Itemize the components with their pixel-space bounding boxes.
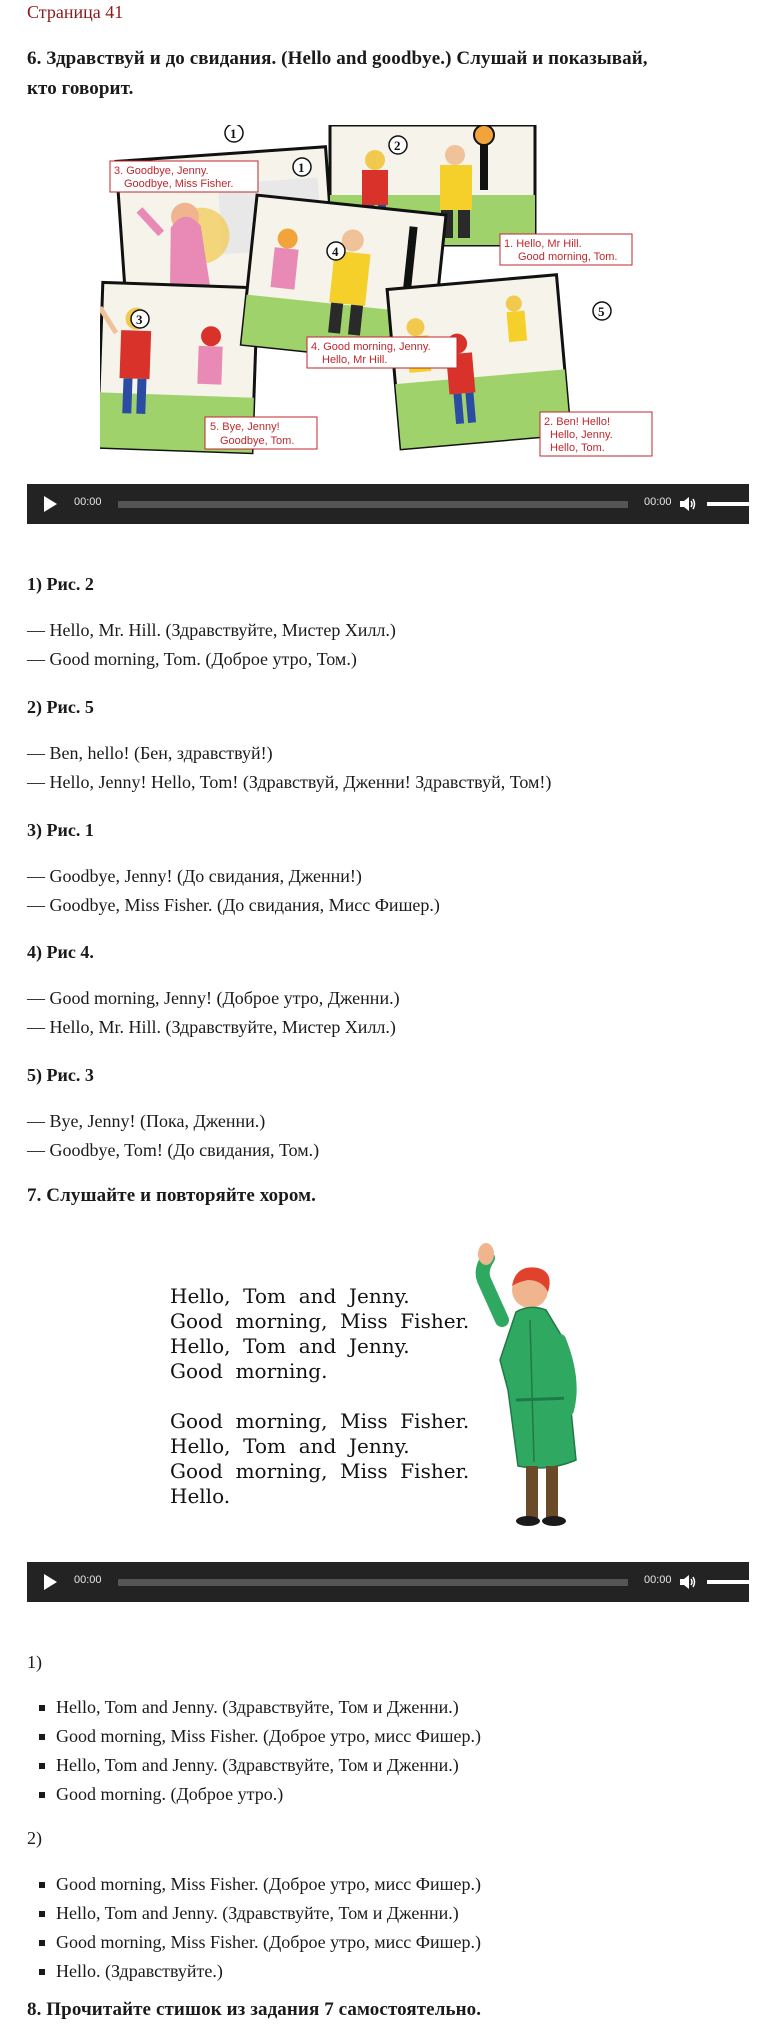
list-item-text: Hello. (Здравствуйте.) <box>56 1961 223 1981</box>
task8-title: 8. Прочитайте стишок из задания 7 самостоятельно. <box>27 1999 482 2020</box>
poem-line: Good morning, Miss Fisher. <box>170 1309 470 1333</box>
panel-number-text-3: 3 <box>136 312 143 327</box>
caption-3-line1: 3. Goodbye, Jenny. <box>114 165 209 177</box>
answer-5-line-1: — Bye, Jenny! (Пока, Дженни.) <box>27 1111 266 1131</box>
page-link[interactable]: Страница 41 <box>27 2 124 22</box>
list-item-text: Good morning, Miss Fisher. (Доброе утро, мисс Фишер.) <box>56 1874 481 1894</box>
caption-5 <box>205 417 317 449</box>
caption-3-line2: Goodbye, Miss Fisher. <box>124 178 234 190</box>
list-item <box>27 1751 481 1780</box>
duration-time: 00:00 <box>644 1574 672 1586</box>
list-item <box>27 1957 481 1986</box>
panel-number-badge-2 <box>389 136 407 154</box>
volume-icon[interactable] <box>678 495 696 513</box>
answer-3-heading: 3) Рис. 1 <box>27 820 94 840</box>
answer-4-line-2: — Hello, Mr. Hill. (Здравствуйте, Мистер Хилл.) <box>27 1017 396 1037</box>
bullet-icon <box>39 1792 45 1798</box>
list-item-text: Good morning, Miss Fisher. (Доброе утро, мисс Фишер.) <box>56 1726 481 1746</box>
volume-icon[interactable] <box>678 1573 696 1591</box>
panel-number-badge-1 <box>293 158 311 176</box>
duration-time: 00:00 <box>644 496 672 508</box>
panel-number-text-1: 1 <box>298 160 305 175</box>
current-time: 00:00 <box>74 496 102 508</box>
poem-line <box>170 1384 469 1409</box>
caption-2-line2: Hello, Jenny. <box>550 429 613 441</box>
list-item <box>27 1780 481 1809</box>
list-item <box>27 1693 481 1722</box>
bullet-icon <box>39 1911 45 1917</box>
list-item-text: Hello, Tom and Jenny. (Здравствуйте, Том и Дженни.) <box>56 1903 459 1923</box>
list-item-text: Good morning. (Доброе утро.) <box>56 1784 284 1804</box>
answer-3-line-1: — Goodbye, Jenny! (До свидания, Дженни!) <box>27 866 362 886</box>
list-item-text: Hello, Tom and Jenny. (Здравствуйте, Том и Дженни.) <box>56 1755 459 1775</box>
volume-slider[interactable] <box>707 502 755 506</box>
miss-fisher-illustration <box>468 1240 618 1540</box>
poem-line: Good morning, Miss Fisher. <box>170 1409 470 1433</box>
panel-number-text-2: 2 <box>394 138 401 153</box>
list-item-text: Hello, Tom and Jenny. (Здравствуйте, Том и Дженни.) <box>56 1697 459 1717</box>
poem-line: Hello, Tom and Jenny. <box>170 1334 410 1358</box>
caption-1 <box>500 234 632 265</box>
caption-4-line1: 4. Good morning, Jenny. <box>311 341 431 353</box>
poem-line: Good morning, Miss Fisher. <box>170 1459 470 1483</box>
play-button[interactable] <box>44 1574 57 1590</box>
list-item <box>27 1899 481 1928</box>
progress-slider[interactable] <box>118 1579 628 1586</box>
panel-number-text-5: 5 <box>598 304 605 319</box>
poem-line: Hello. <box>170 1484 231 1508</box>
part1-list <box>27 1693 481 1809</box>
bullet-icon <box>39 1969 45 1975</box>
answer-4-line-1: — Good morning, Jenny! (Доброе утро, Дженни.) <box>27 988 400 1008</box>
answer-3-line-2: — Goodbye, Miss Fisher. (До свидания, Мисс Фишер.) <box>27 895 440 915</box>
caption-1-line2: Good morning, Tom. <box>518 251 618 263</box>
caption-4 <box>307 337 457 368</box>
caption-2-line1: 2. Ben! Hello! <box>544 416 611 428</box>
bullet-icon <box>39 1705 45 1711</box>
part2-label: 2) <box>27 1828 42 1848</box>
panel-number-badge-4 <box>327 242 345 260</box>
caption-4-line2: Hello, Mr Hill. <box>322 354 388 366</box>
answer-2-heading: 2) Рис. 5 <box>27 697 94 717</box>
audio-player-1 <box>27 484 749 524</box>
answer-5-heading: 5) Рис. 3 <box>27 1065 94 1085</box>
caption-3 <box>110 161 258 192</box>
list-item <box>27 1928 481 1957</box>
task7-poem <box>170 1284 469 1509</box>
poem-line: Good morning. <box>170 1359 328 1383</box>
volume-slider[interactable] <box>707 1580 755 1584</box>
panel-number-text-4: 4 <box>332 244 339 259</box>
answer-2-line-2: — Hello, Jenny! Hello, Tom! (Здравствуй, Дженни! Здравствуй, Том!) <box>27 772 552 792</box>
play-button[interactable] <box>44 496 57 512</box>
panel-number-badge-3 <box>131 310 149 328</box>
current-time: 00:00 <box>74 1574 102 1586</box>
answer-1-line-1: — Hello, Mr. Hill. (Здравствуйте, Мистер Хилл.) <box>27 620 396 640</box>
bullet-icon <box>39 1882 45 1888</box>
list-item <box>27 1722 481 1751</box>
bullet-icon <box>39 1940 45 1946</box>
answer-5-line-2: — Goodbye, Tom! (До свидания, Том.) <box>27 1140 320 1160</box>
answer-4-heading: 4) Рис 4. <box>27 942 94 962</box>
panel-number-badge-5 <box>593 302 611 320</box>
answer-1-heading: 1) Рис. 2 <box>27 574 94 594</box>
audio-player-2 <box>27 1562 749 1602</box>
bullet-icon <box>39 1734 45 1740</box>
poem-line: Hello, Tom and Jenny. <box>170 1434 410 1458</box>
task7-title: 7. Слушайте и повторяйте хором. <box>27 1185 317 1206</box>
panel-number-1: 1 <box>230 126 237 141</box>
caption-5-line2: Goodbye, Tom. <box>220 435 295 447</box>
part2-list <box>27 1870 481 1986</box>
caption-2-line3: Hello, Tom. <box>550 442 605 454</box>
answer-2-line-1: — Ben, hello! (Бен, здравствуй!) <box>27 743 273 763</box>
task6-title-line1: 6. Здравствуй и до свидания. (Hello and goodbye.) Слушай и показывай, <box>27 48 648 69</box>
list-item <box>27 1870 481 1899</box>
poem-line: Hello, Tom and Jenny. <box>170 1284 410 1308</box>
progress-slider[interactable] <box>118 501 628 508</box>
part1-label: 1) <box>27 1652 42 1672</box>
answer-1-line-2: — Good morning, Tom. (Доброе утро, Том.) <box>27 649 357 669</box>
caption-5-line1: 5. Bye, Jenny! <box>210 421 280 433</box>
task6-title-line2: кто говорит. <box>27 78 134 99</box>
caption-1-line1: 1. Hello, Mr Hill. <box>504 238 582 250</box>
task6-title <box>27 44 747 104</box>
bullet-icon <box>39 1763 45 1769</box>
list-item-text: Good morning, Miss Fisher. (Доброе утро, мисс Фишер.) <box>56 1932 481 1952</box>
task6-captions-layer <box>100 125 660 460</box>
caption-2 <box>540 412 652 456</box>
